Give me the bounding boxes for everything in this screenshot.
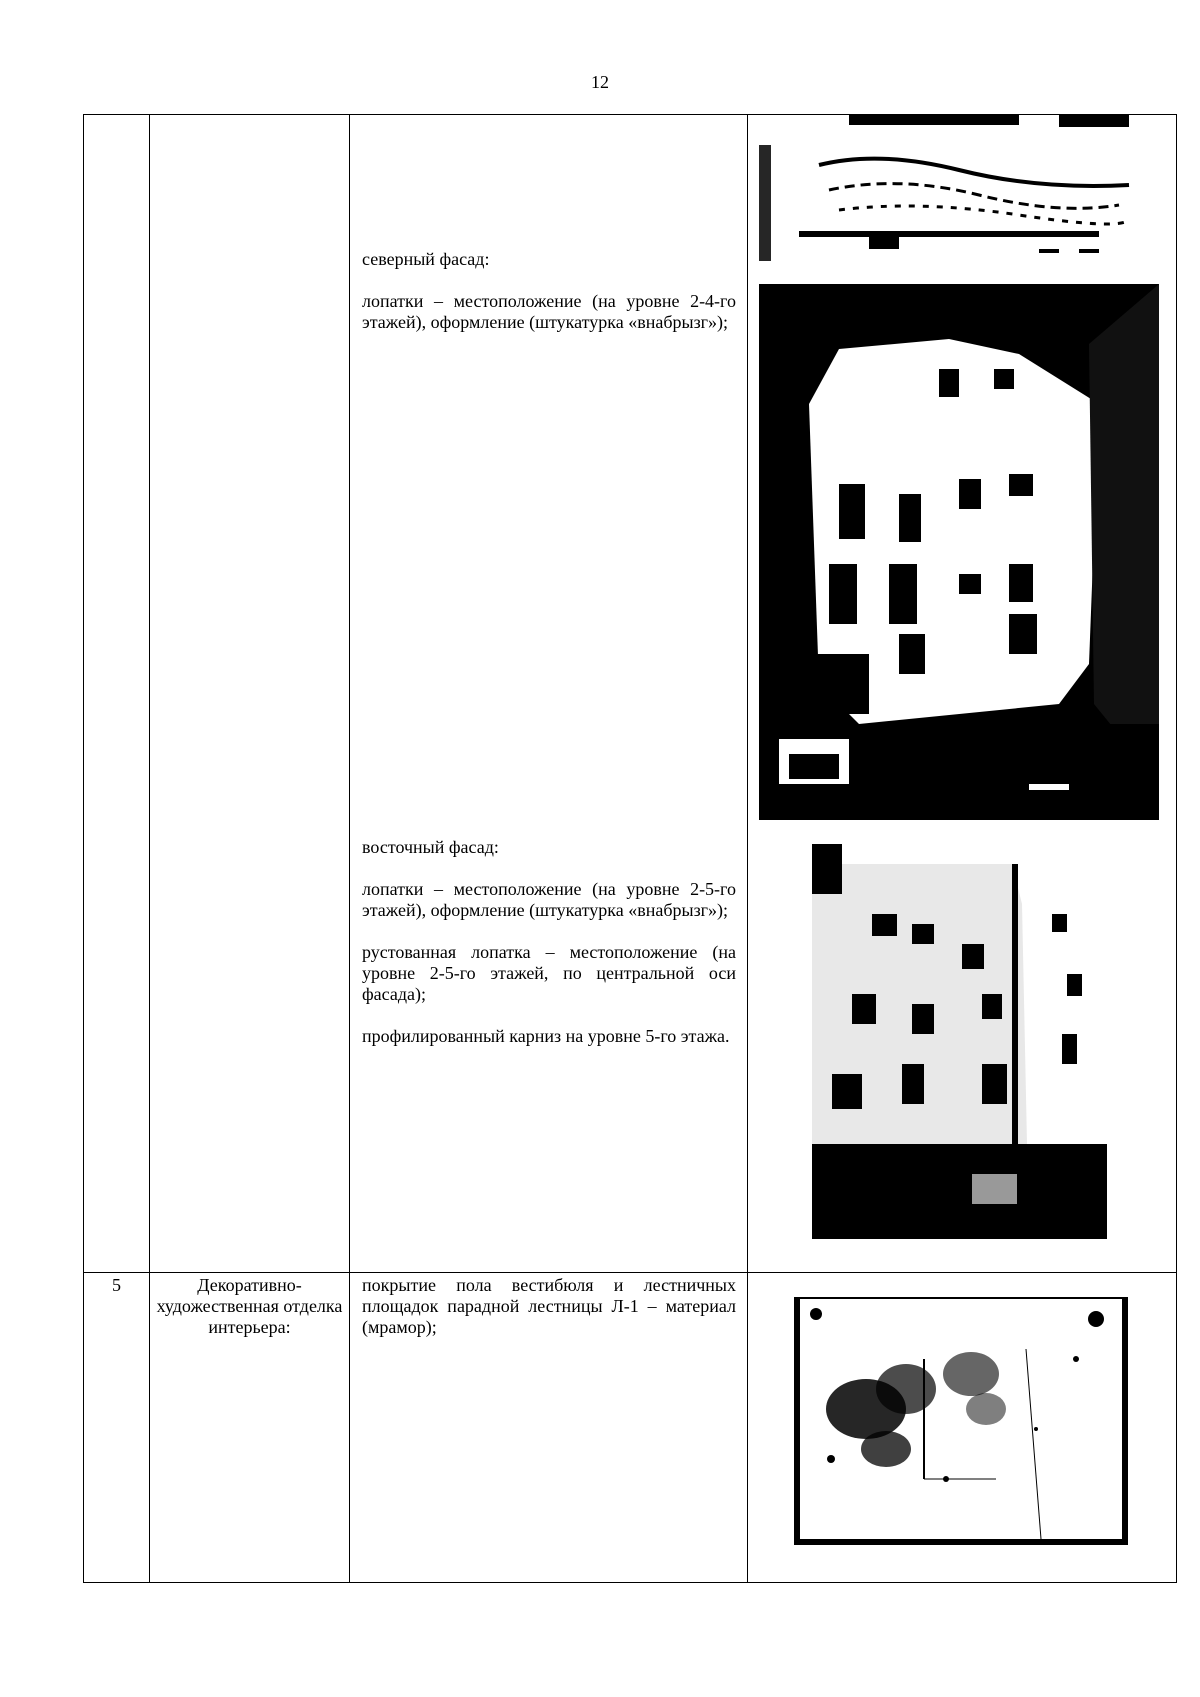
east-facade-heading: восточный фасад: — [362, 837, 499, 857]
east-facade-item: рустованная лопатка – местоположение (на уровне 2-5-го этажей, по центральной оси фасада); — [362, 942, 736, 1004]
row-number-cell — [84, 115, 150, 1273]
element-name-cell — [150, 115, 350, 1273]
north-facade-photo — [759, 284, 1159, 820]
photo-cell — [748, 1273, 1177, 1583]
table-row — [84, 1273, 1177, 1583]
row-number-cell: 5 — [84, 1273, 150, 1583]
north-facade-block — [362, 249, 736, 333]
cornice-photo — [759, 115, 1139, 261]
heritage-elements-table — [83, 114, 1177, 1583]
table-row — [84, 115, 1177, 1273]
north-facade-item: лопатки – местоположение (на уровне 2-4-го этажей), оформление (штукатурка «внабрызг»); — [362, 291, 736, 332]
east-facade-item: профилированный карниз на уровне 5-го этажа. — [362, 1026, 730, 1046]
photo-cell — [748, 115, 1177, 1273]
marble-floor-photo — [794, 1297, 1128, 1545]
description-cell — [350, 1273, 748, 1583]
vestibule-floor-item: покрытие пола вестибюля и лестничных площадок парадной лестницы Л-1 – материал (мрамор); — [362, 1275, 736, 1337]
east-facade-photo — [812, 844, 1107, 1239]
description-cell — [350, 115, 748, 1273]
element-name-cell: Декоративно-художественная отделка интерьера: — [150, 1273, 350, 1583]
east-facade-item: лопатки – местоположение (на уровне 2-5-го этажей), оформление (штукатурка «внабрызг»); — [362, 879, 736, 920]
page-number: 12 — [591, 72, 609, 92]
north-facade-heading: северный фасад: — [362, 249, 490, 269]
east-facade-block — [362, 837, 736, 1047]
